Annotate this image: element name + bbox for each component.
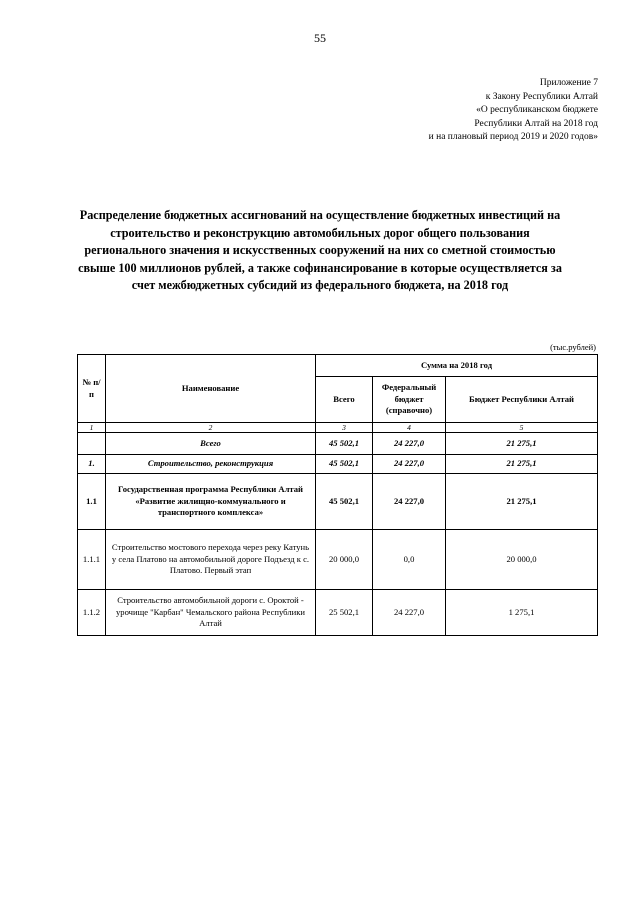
row-num: 1.1.2 (78, 590, 106, 636)
row-total: 45 502,1 (316, 455, 373, 474)
row-name: Всего (106, 433, 316, 455)
row-total: 45 502,1 (316, 433, 373, 455)
table-row-total (78, 433, 598, 455)
row-name: Строительство мостового перехода через реку Катунь у села Платово на автомобильной дороге Подъезд к с. Платово. Первый этап (106, 530, 316, 590)
column-number: 4 (373, 423, 446, 433)
column-number: 2 (106, 423, 316, 433)
row-republic: 21 275,1 (446, 474, 598, 530)
units-note: (тыс.рублей) (550, 342, 596, 352)
row-total: 45 502,1 (316, 474, 373, 530)
row-republic: 21 275,1 (446, 455, 598, 474)
appendix-note (429, 77, 598, 145)
row-name: Строительство автомобильной дороги с. Ороктой - урочище "Карбан" Чемальского района Республики Алтай (106, 590, 316, 636)
appendix-line: «О республиканском бюджете (476, 105, 598, 115)
row-total: 25 502,1 (316, 590, 373, 636)
row-federal: 24 227,0 (373, 433, 446, 455)
row-federal: 24 227,0 (373, 474, 446, 530)
row-republic: 21 275,1 (446, 433, 598, 455)
row-federal: 24 227,0 (373, 590, 446, 636)
row-total: 20 000,0 (316, 530, 373, 590)
column-number: 5 (446, 423, 598, 433)
row-name: Государственная программа Республики Алтай «Развитие жилищно-коммунального и транспортного комплекса» (106, 474, 316, 530)
table-row (78, 474, 598, 530)
budget-table (77, 354, 598, 636)
header-republic: Бюджет Республики Алтай (446, 377, 598, 423)
row-republic: 20 000,0 (446, 530, 598, 590)
row-num: 1.1 (78, 474, 106, 530)
row-num: 1. (78, 455, 106, 474)
appendix-line: к Закону Республики Алтай (485, 91, 598, 102)
header-total: Всего (316, 377, 373, 423)
row-federal: 24 227,0 (373, 455, 446, 474)
header-sum-group: Сумма на 2018 год (316, 355, 598, 377)
table-row (78, 455, 598, 474)
appendix-line: Республики Алтай на 2018 год (474, 118, 598, 129)
header-name: Наименование (106, 355, 316, 423)
table-row (78, 530, 598, 590)
row-name: Строительство, реконструкция (106, 455, 316, 474)
appendix-line: и на плановый период 2019 и 2020 годов» (428, 132, 598, 142)
row-num (78, 433, 106, 455)
appendix-line: Приложение 7 (539, 78, 598, 88)
header-num: № п/п (78, 355, 106, 423)
column-number: 1 (78, 423, 106, 433)
row-num: 1.1.1 (78, 530, 106, 590)
table-row (78, 590, 598, 636)
document-title: Распределение бюджетных ассигнований на осуществление бюджетных инвестиций на строительство и реконструкцию автомобильных дорог общего пользования регионального значения и искусственных сооружений на них со сметной стоимостью свыше 100 миллионов рублей, а также софинансирование в которые осуществляется за счет межбюджетных субсидий из федерального бюджета, на 2018 год (78, 208, 562, 293)
page-number: 55 (314, 31, 326, 45)
header-federal: Федеральный бюджет (справочно) (373, 377, 446, 423)
column-number: 3 (316, 423, 373, 433)
row-republic: 1 275,1 (446, 590, 598, 636)
row-federal: 0,0 (373, 530, 446, 590)
